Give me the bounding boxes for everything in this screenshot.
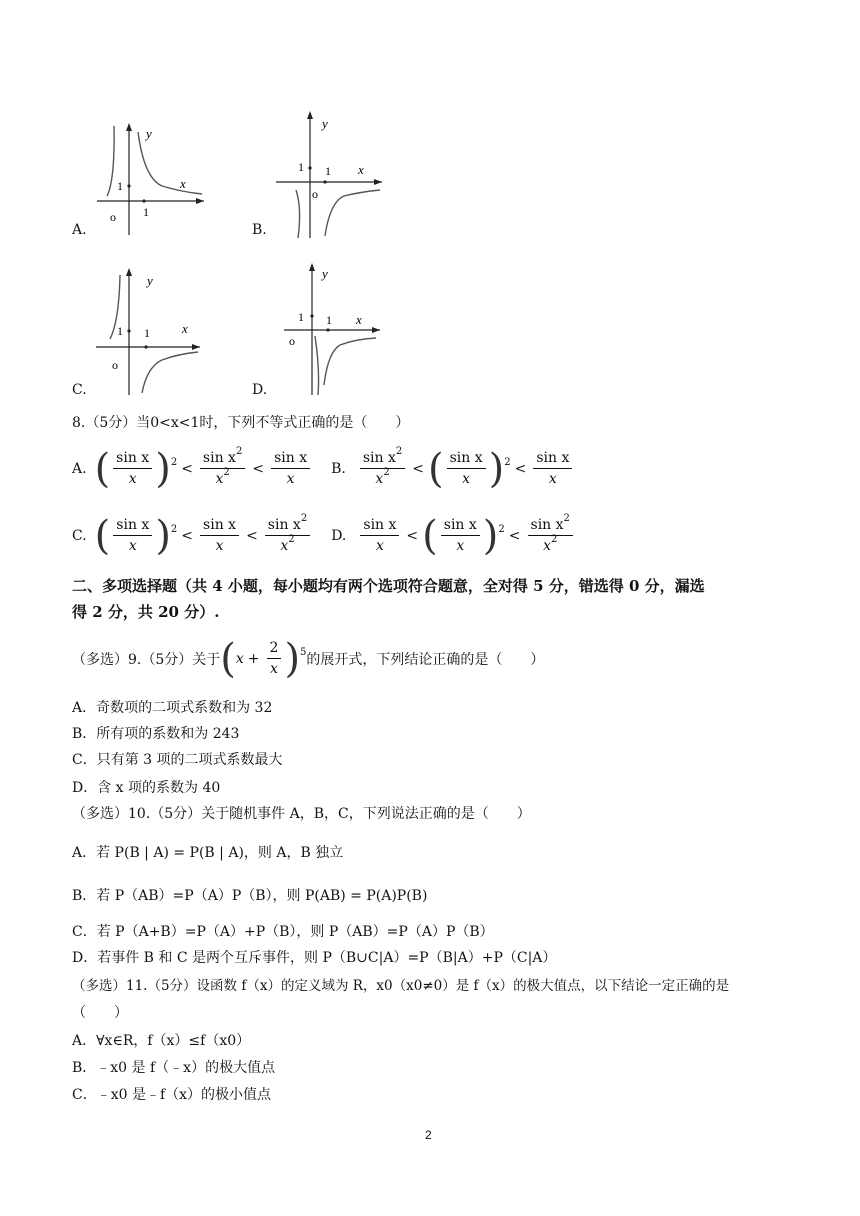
tick-1-y: 1 <box>298 310 304 324</box>
q8-option-b-label: B. <box>331 460 346 477</box>
q11-option-b: B．﹣x0 是 f（﹣x）的极大值点 <box>72 1060 276 1076</box>
q11-stem-line2: （ ） <box>72 1005 128 1021</box>
origin-label: o <box>112 358 118 372</box>
tick-1-x: 1 <box>144 326 150 340</box>
x-axis-label: x <box>182 321 188 336</box>
q10-option-a: A．若 P(B | A) = P(B | A)，则 A，B 独立 <box>72 845 344 861</box>
q8-option-d-label: D. <box>331 527 347 544</box>
q8-option-c-label: C. <box>72 527 87 544</box>
origin-label: o <box>312 187 318 201</box>
q9-option-b: B．所有项的系数和为 243 <box>72 726 240 742</box>
q9-stem: （多选）9.（5分）关于 ( x + $\frac{2}{x}$ ) 5 的展开式，下列结论正确的是（ ） <box>72 635 545 682</box>
q7-option-c-label: C. <box>72 382 87 398</box>
x-axis-label: x <box>356 312 362 327</box>
q8-options-cd: C. ( $\frac{\text{sin x}}{x}$ ) 2 < $\frac{\text{sin x}}{x}$ < $\frac{\sin x^2}{x^2}$ D. $\frac{\text{sin x}}{x}$ < ( $\frac{\text{sin x}}{x}$ ) 2 < $\frac{\sin x^2}{x^2}$ <box>72 515 576 556</box>
q9-option-a: A．奇数项的二项式系数和为 32 <box>72 700 273 716</box>
x-axis-label: x <box>358 162 364 177</box>
tick-1-x: 1 <box>326 313 332 327</box>
origin-label: o <box>289 334 295 348</box>
q10-option-d: D．若事件 B 和 C 是两个互斥事件，则 P（B∪C|A）=P（B|A）+P（C|A） <box>72 950 557 966</box>
q7-option-a-label: A. <box>72 222 87 238</box>
q8-options-ab: A. ( $\frac{\text{sin x}}{x}$ ) 2 < $\frac{\sin x^2}{x^2}$ < $\frac{\text{sin x}}{x}$ B. $\frac{\sin x^2}{x^2}$ < ( $\frac{\text{sin x}}{x}$ ) 2 < $\frac{\text{sin x}}{x}$ <box>72 448 575 489</box>
q7-graph-d <box>280 260 390 397</box>
tick-1-x: 1 <box>325 164 331 178</box>
x-axis-label: x <box>180 176 186 191</box>
y-axis-label: y <box>322 116 328 131</box>
q9-option-d: D．含 x 项的系数为 40 <box>72 780 221 796</box>
page-number: 2 <box>425 1128 432 1142</box>
q11-stem-line1: （多选）11.（5分）设函数 f（x）的定义域为 R，x0（x0≠0）是 f（x）的极大值点，以下结论一定正确的是 <box>72 978 730 994</box>
q11-option-c: C．﹣x0 是﹣f（x）的极小值点 <box>72 1087 272 1103</box>
q7-graph-a <box>92 120 207 235</box>
tick-1-y: 1 <box>298 160 304 174</box>
y-axis-label: y <box>147 273 153 288</box>
section2-title-line2: 得 2 分，共 20 分）. <box>72 603 220 621</box>
q7-option-d-label: D. <box>252 382 268 398</box>
y-axis-label: y <box>146 126 152 141</box>
tick-1-y: 1 <box>117 324 123 338</box>
tick-1-x: 1 <box>143 205 149 219</box>
q7-option-b-label: B. <box>252 222 267 238</box>
q8-stem: 8.（5分）当0<x<1时，下列不等式正确的是（ ） <box>72 415 410 431</box>
q10-option-b: B．若 P（AB）=P（A）P（B），则 P(AB) = P(A)P(B) <box>72 888 428 904</box>
q7-graph-c <box>92 265 207 397</box>
q11-option-a: A．∀x∈R，f（x）≤f（x0） <box>72 1033 251 1049</box>
q10-stem: （多选）10.（5分）关于随机事件 A，B，C，下列说法正确的是（ ） <box>72 806 531 822</box>
q8-option-a-label: A. <box>72 460 87 477</box>
y-axis-label: y <box>322 266 328 281</box>
section2-title-line1: 二、多项选择题（共 4 小题，每小题均有两个选项符合题意，全对得 5 分，错选得 0 分，漏选 <box>72 577 705 595</box>
tick-1-y: 1 <box>117 179 123 193</box>
q7-graph-b <box>272 108 387 240</box>
origin-label: o <box>110 210 116 224</box>
q9-option-c: C．只有第 3 项的二项式系数最大 <box>72 752 283 768</box>
q10-option-c: C．若 P（A+B）=P（A）+P（B），则 P（AB）=P（A）P（B） <box>72 924 494 940</box>
